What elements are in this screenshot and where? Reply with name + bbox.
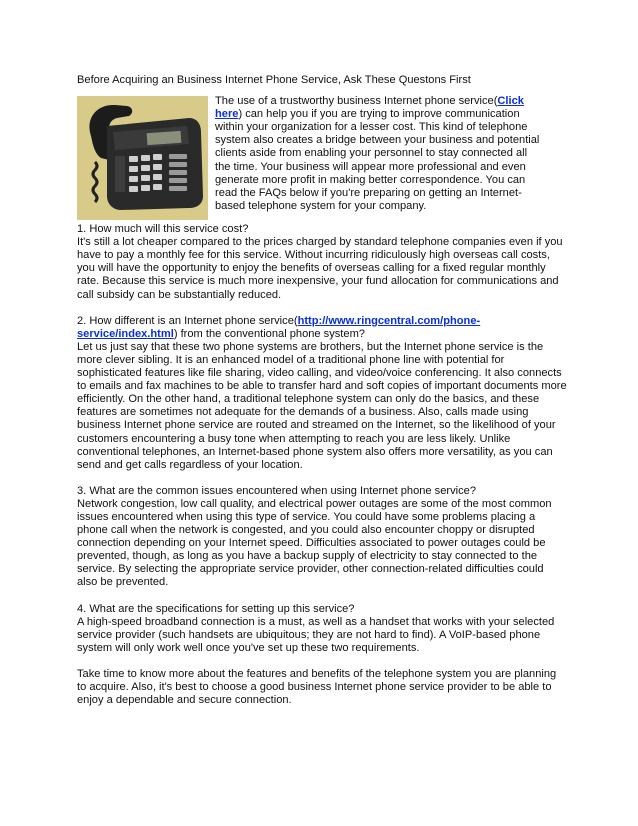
intro-text-after-link: ) can help you if you are trying to improve communication within your organization for a lesser cost. This kind of telephone system also creates a bridge between your business and potential clients aside from enabling your personnel to stay connected all the time. Your business will appear more professional and even generate more profit in making better correspondence. You can read the FAQs below if you're preparing on getting an Internet-based telephone system for your company. xyxy=(215,108,540,212)
click-here-link[interactable]: Click here xyxy=(215,95,524,121)
question-4: 4. What are the specifications for setting up this service? xyxy=(77,602,355,615)
intro-paragraph xyxy=(215,95,545,213)
question-3: 3. What are the common issues encountered when using Internet phone service? xyxy=(77,484,476,497)
intro-section xyxy=(77,95,567,220)
question-2-text-after: ) from the conventional phone system? xyxy=(173,327,365,340)
document-title: Before Acquiring an Business Internet Phone Service, Ask These Questons First xyxy=(77,74,471,86)
intro-text-before-link: The use of a trustworthy business Internet phone service( xyxy=(215,95,498,108)
answer-2: Let us just say that these two phone systems are brothers, but the Internet phone service is the more clever sibling. It is an enhanced model of a traditional phone line with potential for sophisticated features like file sharing, video calling, and video/voice conferencing. It also connects to emails and fax machines to be able to transfer hard and soft copies of important documents more efficiently. On the other hand, a traditional telephone system can only do the basics, and these features are sometimes not adequate for the demands of a business. Also, calls made using business Internet phone service are routed and streamed on the Internet, so the likelihood of your customers encountering a busy tone when attempting to reach you are less likely. Unlike conventional telephones, an Internet-based phone system also offers more versatility, as you can send and get calls regardless of your location. xyxy=(77,340,567,471)
answer-1: It's still a lot cheaper compared to the prices charged by standard telephone companies even if you have to pay a monthly fee for this service. Without incurring ridiculously high overseas call costs, you will have the opportunity to enjoy the benefits of overseas calling for a fixed regular monthly rate. Because this service is much more inexpensive, your fund allocation for communications and call subsidy can be substantially reduced. xyxy=(77,236,563,301)
closing-paragraph: Take time to know more about the features and benefits of the telephone system you are planning to acquire. Also, it's best to choose a good business Internet phone service provider to be able to enjoy a dependable and secure connection. xyxy=(77,667,557,707)
answer-3: Network congestion, low call quality, and electrical power outages are some of the most common issues encountered when using this type of service. You could have some problems placing a phone call when the network is congested, and you could also encounter choppy or disrupted connection depending on your Internet speed. Difficulties associated to power outages could be prevented, though, as long as you have a backup supply of electricity to stay connected to the service. By selecting the appropriate service provider, other connection-related difficulties could also be prevented. xyxy=(77,497,552,589)
desk-phone-photo xyxy=(77,96,208,220)
document-page xyxy=(77,74,567,720)
answer-4: A high-speed broadband connection is a must, as well as a handset that works with your selected service provider (such handsets are ubiquitous; they are not hard to find). A VoIP-based phone system will only work well once you've set up these two requirements. xyxy=(77,615,555,654)
ringcentral-link[interactable]: http://www.ringcentral.com/phone-service/index.html xyxy=(77,314,481,340)
question-2-text-before: 2. How different is an Internet phone service( xyxy=(77,314,298,327)
question-2 xyxy=(77,315,567,341)
question-1: 1. How much will this service cost? xyxy=(77,223,249,236)
